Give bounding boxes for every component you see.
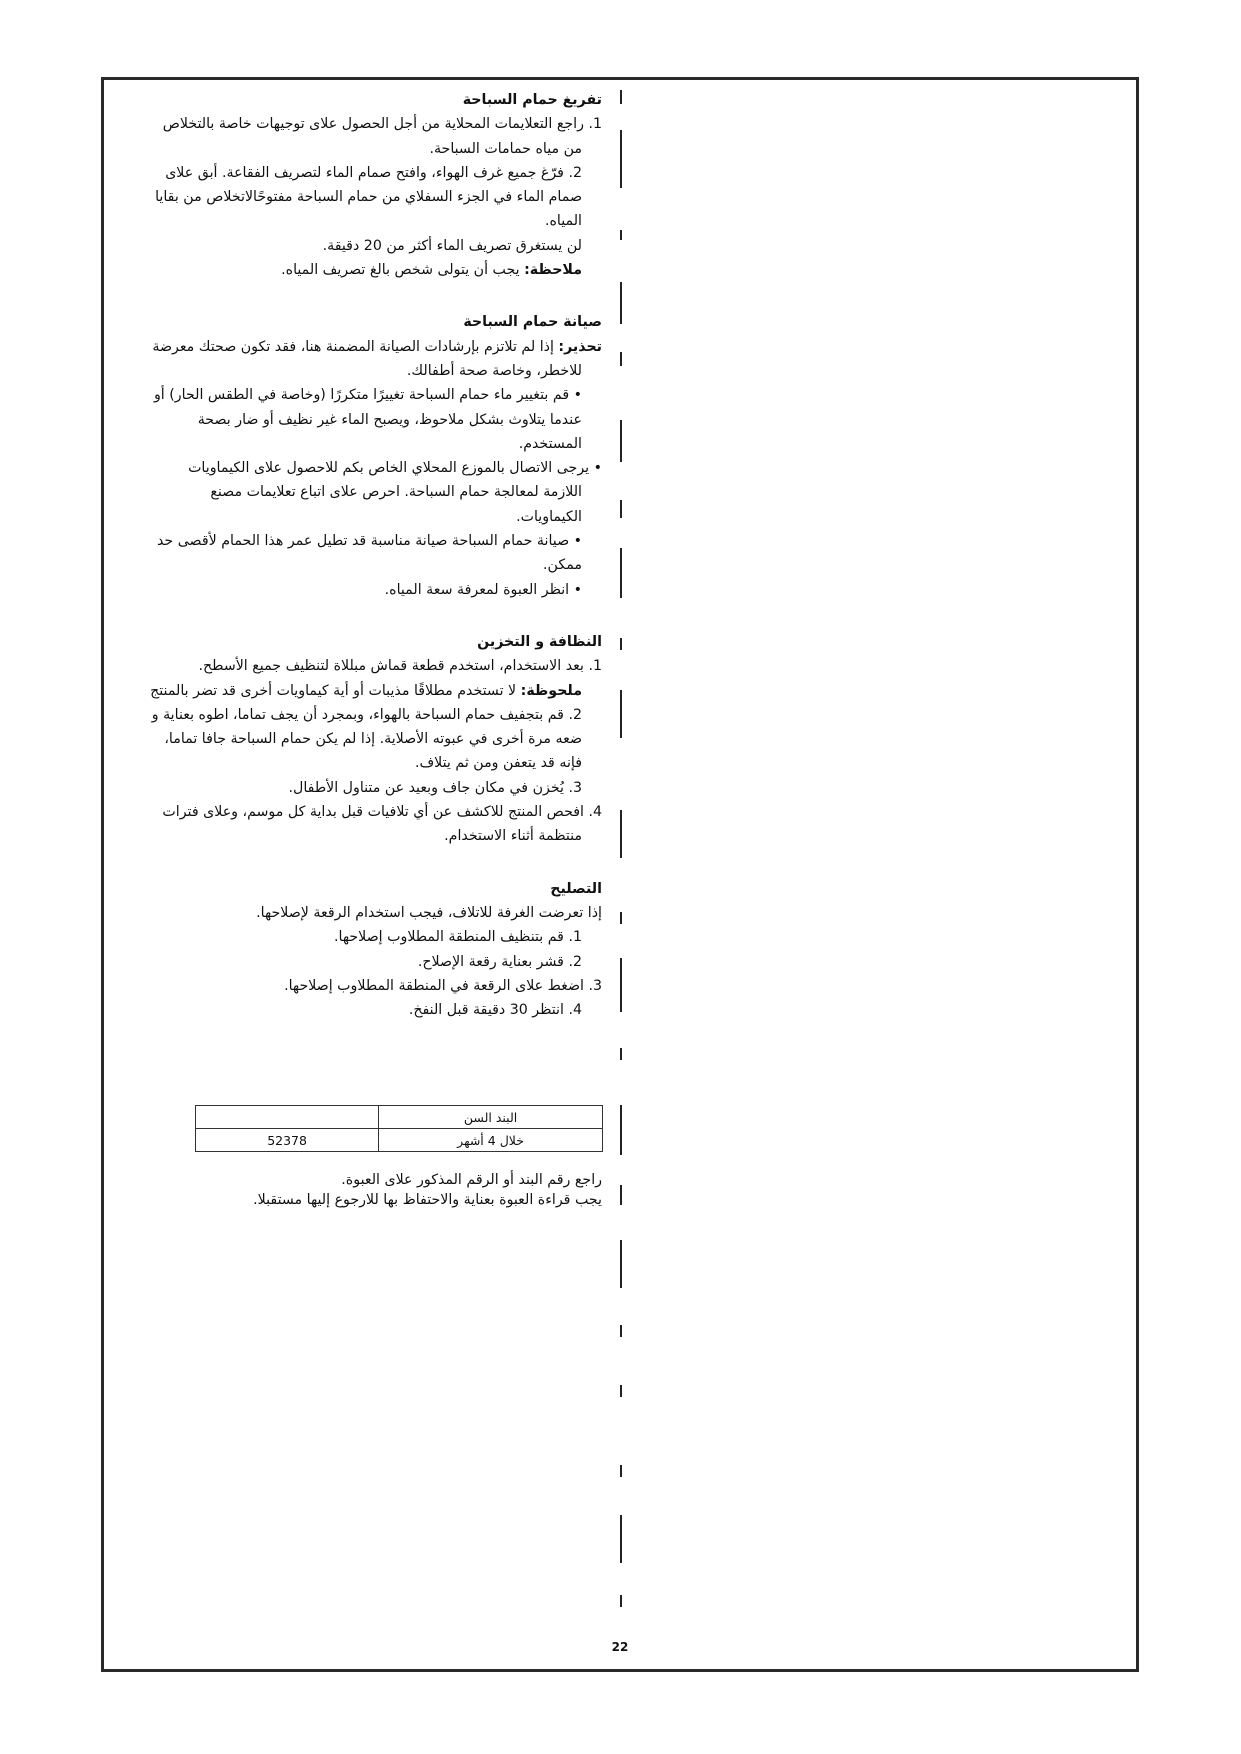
cleaning-line: فإنه قد يتعفن ومن ثم يتلاف.: [414, 755, 582, 772]
maintenance-line: الكيماويات.: [516, 508, 582, 525]
reference-line: يجب قراءة العبوة بعناية والاحتفاظ بها للارجوع إليها مستقبلا.: [253, 1192, 602, 1208]
drain-line: من مياه حمامات السباحة.: [429, 140, 582, 157]
maintenance-line: ممكن.: [543, 557, 582, 574]
revision-bar: [620, 1185, 622, 1205]
note-text: لا تستخدم مطلاقًا مذيبات أو أية كيماويات أخرى قد تضر بالمنتج: [150, 682, 521, 699]
cleaning-line: ضعه مرة أخرى في عبوته الأصلاية. إذا لم يكن حمام السباحة جافا تماما،: [164, 731, 582, 748]
document-body: [112, 88, 602, 1022]
revision-bar: [620, 638, 622, 650]
item-table-grid: [195, 1105, 603, 1152]
revision-bar: [620, 130, 622, 188]
revision-bar: [620, 1465, 622, 1477]
reference-line: راجع رقم البند أو الرقم المذكور علاى العبوة.: [341, 1172, 602, 1188]
drain-line: صمام الماء في الجزء السفلاي من حمام السباحة مفتوحًالاتخلاص من بقايا: [155, 189, 582, 206]
revision-bar: [620, 1325, 622, 1337]
warning-text: إذا لم تلاتزم بإرشادات الصيانة المضمنة هنا، فقد تكون صحتك معرضة: [152, 338, 559, 355]
note-text: يجب أن يتولى شخص بالغ تصريف المياه.: [281, 262, 525, 279]
cleaning-line: 1. بعد الاستخدام، استخدم قطعة قماش مبللاة لتنظيف جميع الأسطح.: [198, 658, 602, 675]
reference-note: [112, 1170, 602, 1210]
maintenance-line: المستخدم.: [518, 435, 582, 452]
maintenance-line: • انظر العبوة لمعرفة سعة المياه.: [384, 581, 582, 598]
repair-line: 1. قم بتنظيف المنطقة المطلاوب إصلاحها.: [334, 929, 582, 946]
maintenance-line: • يرجى الاتصال بالموزع المحلاي الخاص بكم للاحصول علاى الكيماويات: [188, 460, 602, 477]
revision-bar: [620, 90, 622, 104]
cleaning-line: 4. افحص المنتج للاكشف عن أي تلافيات قبل بداية كل موسم، وعلاى فترات: [162, 804, 602, 821]
cleaning-line: منتظمة أثناء الاستخدام.: [444, 828, 582, 845]
repair-line: إذا تعرضت الغرفة للاتلاف، فيجب استخدام الرقعة لإصلاحها.: [256, 904, 602, 921]
table-cell: 52378: [196, 1129, 379, 1152]
revision-bar: [620, 690, 622, 738]
maintenance-line: للاخطر، وخاصة صحة أطفالك.: [406, 362, 582, 379]
revision-bar: [620, 1105, 622, 1155]
cleaning-line: 2. قم بتجفيف حمام السباحة بالهواء، وبمجرد أن يجف تماما، اطوه بعناية و: [151, 706, 582, 723]
table-row: [196, 1129, 603, 1152]
table-cell: [196, 1106, 379, 1129]
cleaning-note: [112, 679, 602, 703]
warning-label: تحذير:: [558, 338, 602, 355]
note-label: ملاحظة:: [524, 262, 582, 279]
maintenance-line: عندما يتلاوث بشكل ملاحوظ، ويصبح الماء غير نظيف أو ضار بصحة: [197, 411, 582, 428]
maintenance-line: اللازمة لمعالجة حمام السباحة. احرص علاى اتباع تعلايمات مصنع: [210, 484, 582, 501]
section-title-drain: تفريغ حمام السباحة: [462, 92, 602, 108]
cleaning-line: 3. يُخزن في مكان جاف وبعيد عن متناول الأطفال.: [288, 779, 582, 796]
revision-bar: [620, 500, 622, 518]
revision-bar: [620, 1240, 622, 1288]
drain-note: [112, 258, 602, 282]
revision-bar: [620, 1385, 622, 1397]
item-table: [195, 1105, 603, 1152]
maintenance-line: • صيانة حمام السباحة صيانة مناسبة قد تطيل عمر هذا الحمام لأقصى حد: [156, 533, 582, 550]
revision-bar: [620, 810, 622, 858]
drain-line: 2. فرّغ جميع غرف الهواء، وافتح صمام الماء لتصريف الفقاعة. أبق علاى: [165, 164, 582, 181]
section-title-maintenance: صيانة حمام السباحة: [463, 314, 602, 331]
revision-bar: [620, 958, 622, 1012]
drain-line: 1. راجع التعلايمات المحلاية من أجل الحصول علاى توجيهات خاصة بالتخلاص: [162, 116, 602, 133]
revision-bar: [620, 1048, 622, 1060]
table-cell: خلال 4 أشهر: [379, 1129, 603, 1152]
repair-line: 2. قشر بعناية رقعة الإصلاح.: [417, 953, 582, 970]
revision-bar: [620, 282, 622, 324]
table-row: [196, 1106, 603, 1129]
drain-line: لن يستغرق تصريف الماء أكثر من 20 دقيقة.: [322, 237, 582, 254]
revision-bar: [620, 912, 622, 924]
repair-line: 3. اضغط علاى الرقعة في المنطقة المطلاوب إصلاحها.: [284, 977, 602, 994]
note-label: ملحوظة:: [520, 682, 582, 699]
revision-bar: [620, 548, 622, 598]
revision-bar: [620, 230, 622, 240]
maintenance-line: • قم بتغيير ماء حمام السباحة تغييرًا متكررًا (وخاصة في الطقس الحار) أو: [153, 387, 582, 404]
table-cell: البند السن: [379, 1106, 603, 1129]
drain-line: المياه.: [544, 213, 582, 230]
revision-bar: [620, 1515, 622, 1563]
revision-bar: [620, 420, 622, 462]
revision-bar: [620, 352, 622, 366]
repair-line: 4. انتظر 30 دقيقة قبل النفخ.: [408, 1002, 582, 1019]
revision-bar: [620, 1595, 622, 1607]
section-title-cleaning: النظافة و التخزين: [477, 633, 602, 650]
section-title-repair: التصليح: [550, 880, 602, 897]
maintenance-warning: [112, 335, 602, 359]
page-number: 22: [611, 1640, 629, 1654]
